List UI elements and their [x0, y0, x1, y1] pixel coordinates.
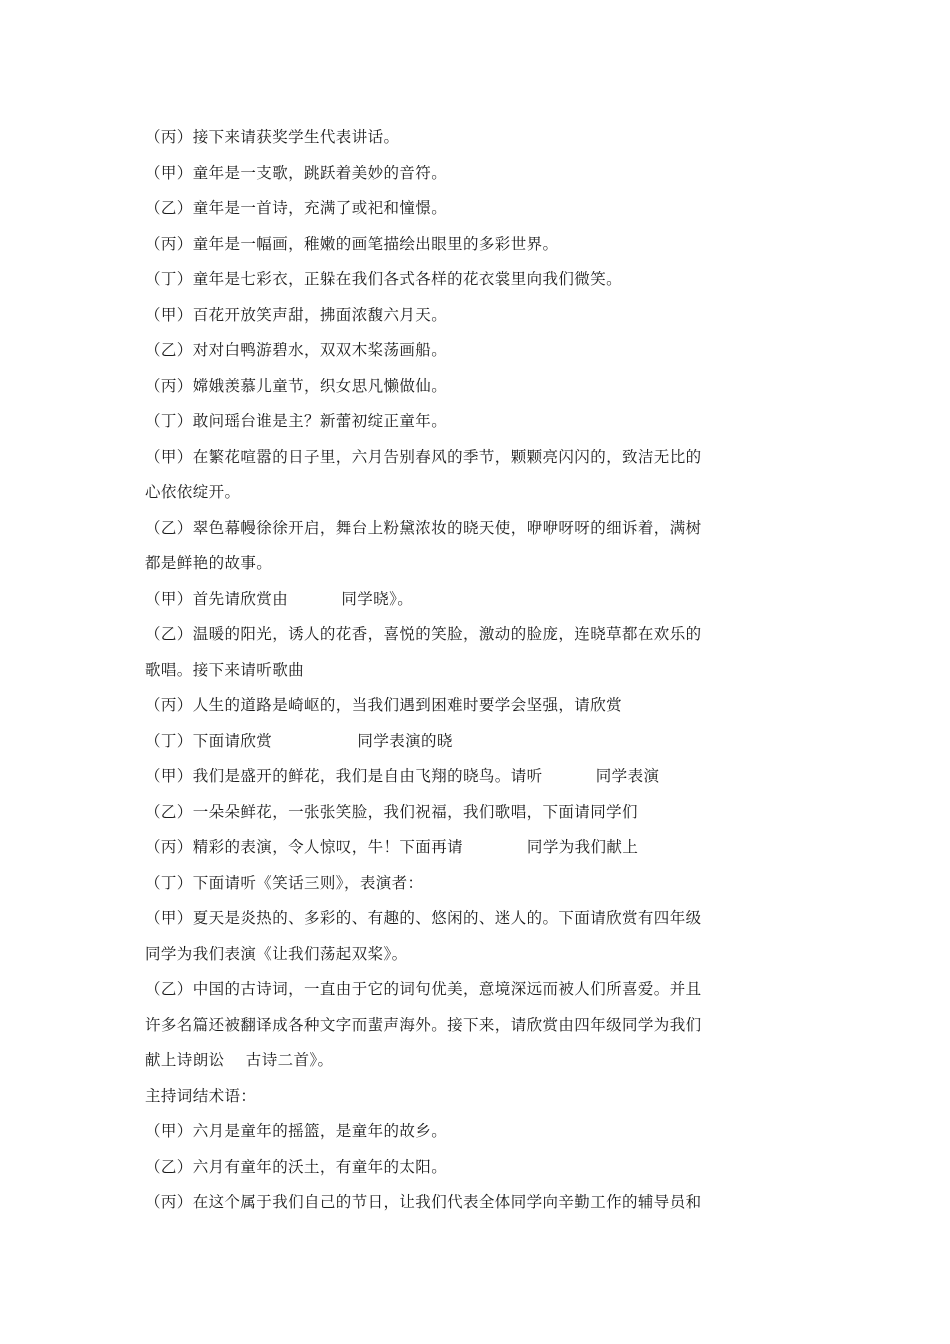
text-line: （丙）嫦娥羡慕儿童节，织女思凡懒做仙。 — [145, 376, 448, 395]
text-line: （甲）六月是童年的摇篮，是童年的故乡。 — [145, 1122, 448, 1140]
text-line: 许多名篇还被翻译成各种文字而蜚声海外。接下来，请欣赏由四年级同学为我们 — [145, 1015, 702, 1034]
text-line: （丙）精彩的表演，令人惊叹，牛！下面再请 同学为我们献上 — [145, 838, 639, 856]
text-line: （丁）下面请欣赏 同学表演的晓 — [145, 731, 453, 750]
script-body — [145, 120, 745, 1221]
text-line: （丁）敢问瑶台谁是主？新蕾初绽正童年。 — [145, 412, 448, 430]
text-line: （丙）人生的道路是崎岖的，当我们遇到困难时要学会坚强，请欣赏 — [145, 696, 623, 714]
text-line: （乙）对对白鸭游碧水，双双木桨荡画船。 — [145, 341, 448, 359]
text-line: （甲）童年是一支歌，跳跃着美妙的音符。 — [145, 163, 448, 182]
text-line: （乙）温暖的阳光，诱人的花香，喜悦的笑脸，激动的脸庞，连晓草都在欢乐的 — [145, 625, 702, 643]
text-line: （丙）接下来请获奖学生代表讲话。 — [145, 128, 400, 146]
text-line: （乙）中国的古诗词，一直由于它的词句优美，意境深远而被人们所喜爱。并且 — [145, 980, 702, 998]
text-line: （乙）一朵朵鲜花，一张张笑脸，我们祝福，我们歌唱，下面请同学们 — [145, 802, 638, 821]
text-line: （甲）首先请欣赏由 同学晓》。 — [145, 589, 414, 608]
text-line: （甲）我们是盛开的鲜花，我们是自由飞翔的晓鸟。请听 同学表演 — [145, 767, 660, 785]
text-line: 同学为我们表演《让我们荡起双桨》。 — [145, 944, 408, 963]
text-line: 都是鲜艳的故事。 — [145, 554, 273, 572]
text-line: 歌唱。接下来请听歌曲 — [145, 660, 305, 679]
text-line: 主持词结术语： — [145, 1086, 257, 1105]
text-line: （乙）六月有童年的沃土，有童年的太阳。 — [145, 1157, 448, 1176]
text-line: （丙）在这个属于我们自己的节日，让我们代表全体同学向辛勤工作的辅导员和 — [145, 1193, 702, 1211]
text-line: （乙）童年是一首诗，充满了或祀和憧憬。 — [145, 199, 448, 217]
text-line: （丁）童年是七彩衣，正躲在我们各式各样的花衣裳里向我们微笑。 — [145, 270, 623, 288]
text-line: （丁）下面请听《笑话三则》，表演者： — [145, 873, 424, 892]
text-line: （丙）童年是一幅画，稚嫩的画笔描绘出眼里的多彩世界。 — [145, 234, 559, 253]
text-line: 心依依绽开。 — [145, 483, 241, 501]
text-line: （甲）在繁花喧嚣的日子里，六月告别春风的季节，颗颗亮闪闪的，致洁无比的 — [145, 447, 702, 466]
text-line: （乙）翠色幕幔徐徐开启，舞台上粉黛浓妆的晓天使，咿咿呀呀的细诉着，满树 — [145, 518, 702, 537]
text-line: 献上诗朗讼 古诗二首》。 — [145, 1051, 334, 1069]
text-line: （甲）夏天是炎热的、多彩的、有趣的、悠闲的、迷人的。下面请欣赏有四年级 — [145, 909, 702, 927]
text-line: （甲）百花开放笑声甜，拂面浓馥六月天。 — [145, 305, 448, 324]
